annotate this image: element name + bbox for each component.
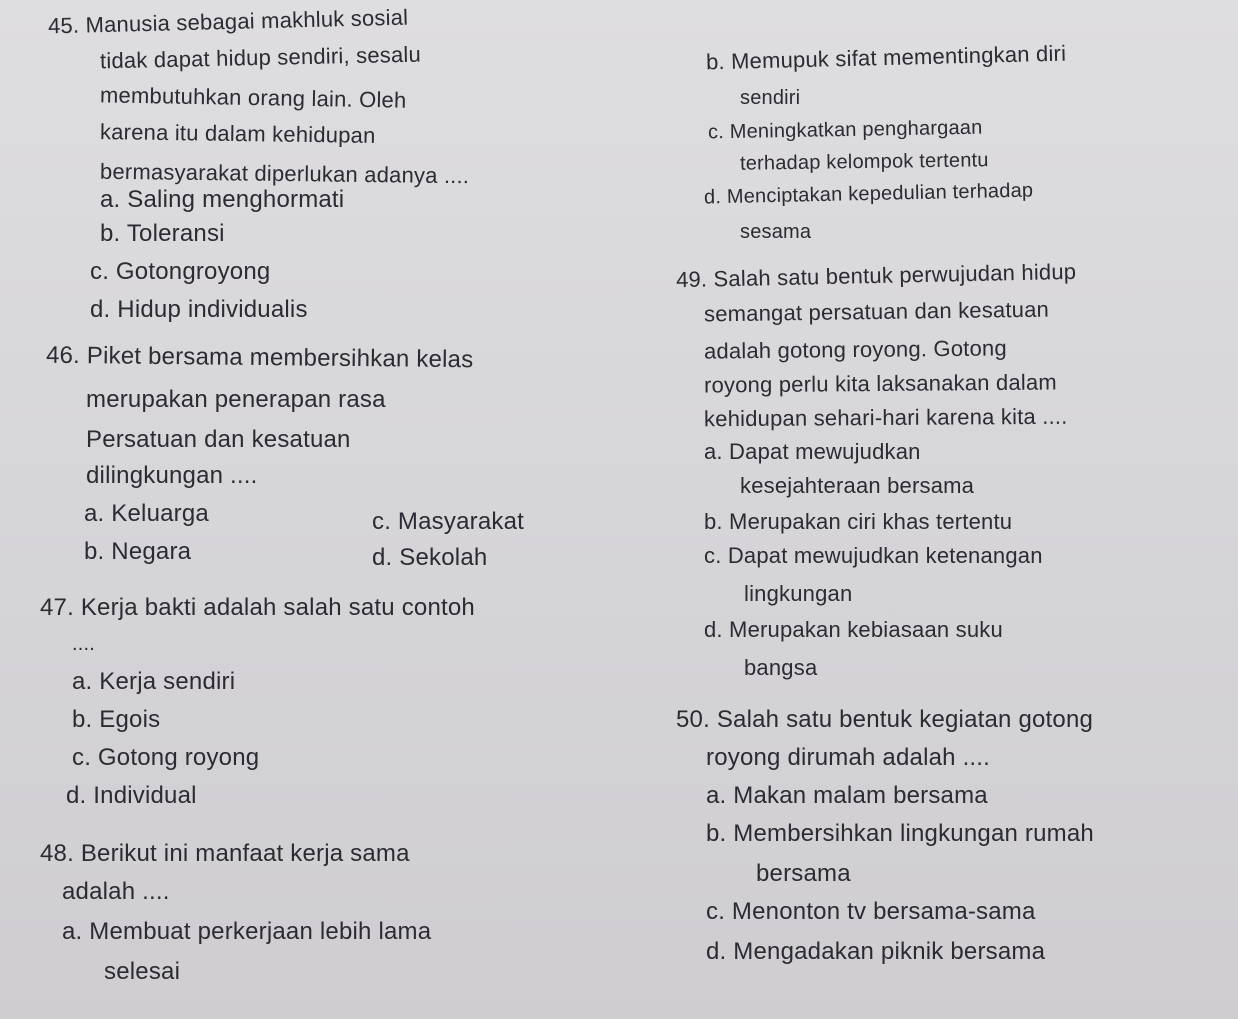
question-46-option-c: c. Masyarakat <box>372 508 524 535</box>
question-46-option-a: a. Keluarga <box>84 500 209 527</box>
question-45-stem-line: 45. Manusia sebagai makhluk sosial <box>47 4 409 39</box>
question-50-stem-line: royong dirumah adalah .... <box>706 744 991 771</box>
question-47-option-a: a. Kerja sendiri <box>72 668 236 695</box>
question-49-stem-line: adalah gotong royong. Gotong <box>703 335 1007 364</box>
question-47-option-b: b. Egois <box>72 706 161 733</box>
question-48-option-a: a. Membuat perkerjaan lebih lama <box>62 918 432 945</box>
question-46-option-b: b. Negara <box>84 538 192 565</box>
question-48-option-d: d. Menciptakan kepedulian terhadap <box>703 179 1034 209</box>
question-45-option-b: b. Toleransi <box>100 220 225 247</box>
question-50-option-a: a. Makan malam bersama <box>706 782 988 809</box>
question-50-stem-line: 50. Salah satu bentuk kegiatan gotong <box>676 706 1094 733</box>
question-50-option-b: b. Membersihkan lingkungan rumah <box>706 820 1094 847</box>
question-49-stem-line: semangat persatuan dan kesatuan <box>703 296 1050 327</box>
question-48-option-c: c. Meningkatkan penghargaan <box>707 116 983 144</box>
question-48-option-b-cont: sendiri <box>740 87 801 109</box>
question-46-stem-line: 46. Piket bersama membersihkan kelas <box>45 341 474 374</box>
question-45-option-d: d. Hidup individualis <box>90 296 308 323</box>
question-47-option-c: c. Gotong royong <box>72 744 260 771</box>
question-48-option-d-cont: sesama <box>740 221 812 243</box>
question-45-stem-line: membutuhkan orang lain. Oleh <box>99 82 407 113</box>
question-49-option-b: b. Merupakan ciri khas tertentu <box>704 509 1013 534</box>
question-45-stem-line: bermasyarakat diperlukan adanya .... <box>99 158 470 189</box>
question-45-option-c: c. Gotongroyong <box>90 258 271 285</box>
question-49-option-a-cont: kesejahteraan bersama <box>740 473 975 498</box>
question-49-stem-line: 49. Salah satu bentuk perwujudan hidup <box>675 258 1077 293</box>
question-46-stem-line: Persatuan dan kesatuan <box>86 426 351 453</box>
question-47-option-d: d. Individual <box>66 782 197 809</box>
question-47-stem-line: .... <box>72 633 96 655</box>
question-48-option-a-cont: selesai <box>104 958 181 985</box>
question-46-stem-line: merupakan penerapan rasa <box>86 386 386 413</box>
question-49-option-c-cont: lingkungan <box>744 581 853 606</box>
question-45-option-a: a. Saling menghormati <box>100 186 345 213</box>
question-49-option-c: c. Dapat mewujudkan ketenangan <box>704 543 1043 568</box>
question-48-stem-line: adalah .... <box>62 878 170 905</box>
question-49-option-d-cont: bangsa <box>744 655 818 680</box>
question-49-stem-line: royong perlu kita laksanakan dalam <box>703 369 1058 398</box>
question-49-option-d: d. Merupakan kebiasaan suku <box>704 617 1003 642</box>
question-45-stem-line: karena itu dalam kehidupan <box>99 119 376 148</box>
question-45-stem-line: tidak dapat hidup sendiri, sesalu <box>99 41 422 74</box>
question-48-option-c-cont: terhadap kelompok tertentu <box>739 149 989 175</box>
question-50-option-c: c. Menonton tv bersama-sama <box>706 898 1036 925</box>
question-46-stem-line: dilingkungan .... <box>86 462 258 489</box>
question-49-option-a: a. Dapat mewujudkan <box>704 439 921 464</box>
question-48-option-b: b. Memupuk sifat mementingkan diri <box>705 40 1067 75</box>
question-48-stem-line: 48. Berikut ini manfaat kerja sama <box>40 840 410 867</box>
question-50-option-d: d. Mengadakan piknik bersama <box>706 938 1046 965</box>
question-46-option-d: d. Sekolah <box>372 544 488 571</box>
question-49-stem-line: kehidupan sehari-hari karena kita .... <box>703 403 1068 432</box>
question-50-option-b-cont: bersama <box>756 860 851 887</box>
question-47-stem-line: 47. Kerja bakti adalah salah satu contoh <box>40 594 475 621</box>
